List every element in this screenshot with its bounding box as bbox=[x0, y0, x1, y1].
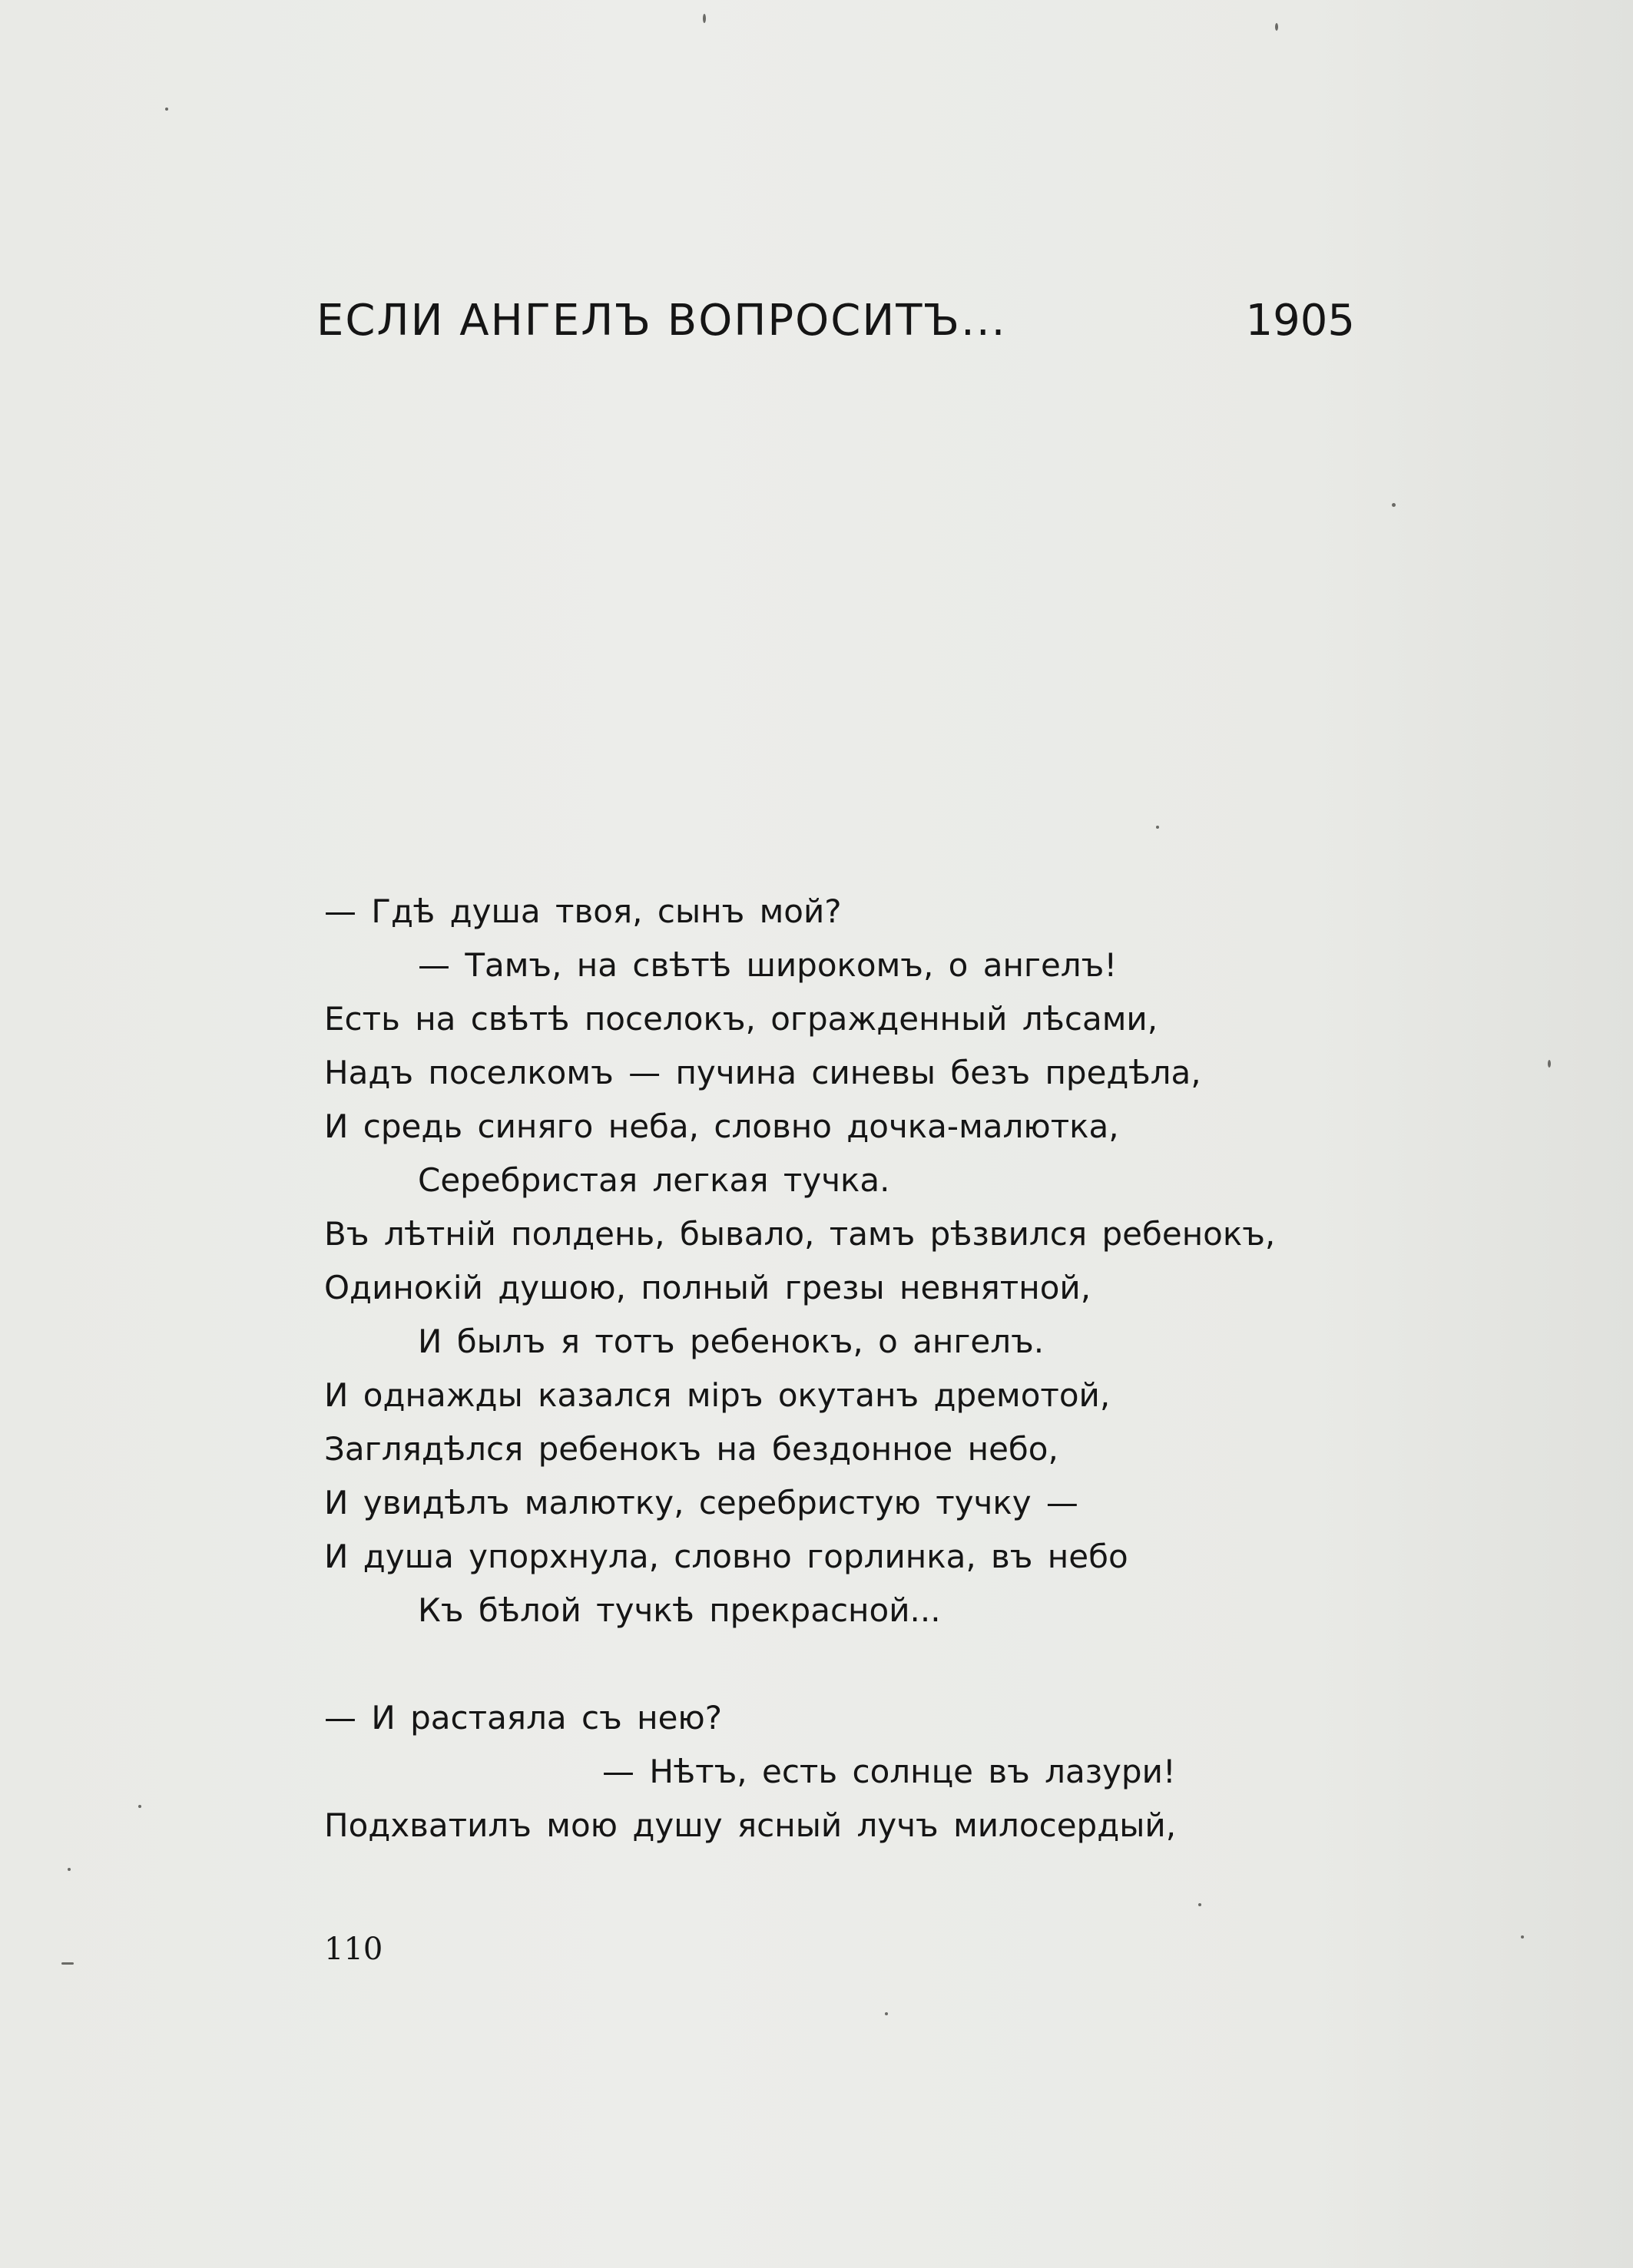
scan-speck bbox=[1521, 1935, 1524, 1939]
poem-line: Къ бѣлой тучкѣ прекрасной... bbox=[418, 1591, 941, 1629]
running-title: ЕСЛИ АНГЕЛЪ ВОПРОСИТЪ... bbox=[316, 296, 1007, 346]
poem-line: Заглядѣлся ребенокъ на бездонное небо, bbox=[324, 1430, 1058, 1468]
scan-speck bbox=[1548, 1060, 1551, 1068]
scan-speck bbox=[1156, 826, 1159, 829]
scan-speck bbox=[1275, 23, 1278, 31]
poem-line: И средь синяго неба, словно дочка-малютка, bbox=[324, 1108, 1119, 1145]
scan-speck bbox=[68, 1868, 71, 1871]
scan-speck bbox=[703, 14, 706, 23]
poem-line: — Нѣтъ, есть солнце въ лазури! bbox=[602, 1753, 1176, 1790]
poem-line: Есть на свѣтѣ поселокъ, огражденный лѣсами, bbox=[324, 1000, 1158, 1038]
poem-line: Въ лѣтній полдень, бывало, тамъ рѣзвился ребенокъ, bbox=[324, 1215, 1276, 1253]
scan-speck bbox=[61, 1962, 74, 1965]
poem-line: — Тамъ, на свѣтѣ широкомъ, о ангелъ! bbox=[418, 946, 1118, 984]
poem-line: И былъ я тотъ ребенокъ, о ангелъ. bbox=[418, 1323, 1045, 1360]
scan-speck bbox=[885, 2012, 888, 2015]
poem-line: Подхватилъ мою душу ясный лучъ милосердый, bbox=[324, 1806, 1177, 1844]
poem-line: И однажды казался міръ окутанъ дремотой, bbox=[324, 1376, 1111, 1414]
header-year: 1905 bbox=[1245, 296, 1355, 346]
poem-line: — И растаяла съ нею? bbox=[324, 1699, 723, 1737]
poem-text bbox=[324, 885, 1384, 1852]
stanza-gap bbox=[324, 1637, 1384, 1691]
poem-line: — Гдѣ душа твоя, сынъ мой? bbox=[324, 892, 842, 930]
poem-line: Одинокій душою, полный грезы невнятной, bbox=[324, 1269, 1091, 1306]
stanza bbox=[324, 1691, 1384, 1852]
scan-speck bbox=[165, 108, 168, 111]
poem-line: Надъ поселкомъ — пучина синевы безъ предѣла, bbox=[324, 1054, 1201, 1091]
scan-speck bbox=[1392, 503, 1396, 507]
poem-line: И увидѣлъ малютку, серебристую тучку — bbox=[324, 1484, 1078, 1521]
scan-speck bbox=[138, 1805, 141, 1808]
poem-line: Серебристая легкая тучка. bbox=[418, 1161, 890, 1199]
page-number: 110 bbox=[324, 1932, 383, 1967]
page-header bbox=[316, 290, 1355, 352]
stanza bbox=[324, 885, 1384, 1637]
poem-line: И душа упорхнула, словно горлинка, въ небо bbox=[324, 1538, 1128, 1575]
scan-speck bbox=[1198, 1903, 1201, 1906]
